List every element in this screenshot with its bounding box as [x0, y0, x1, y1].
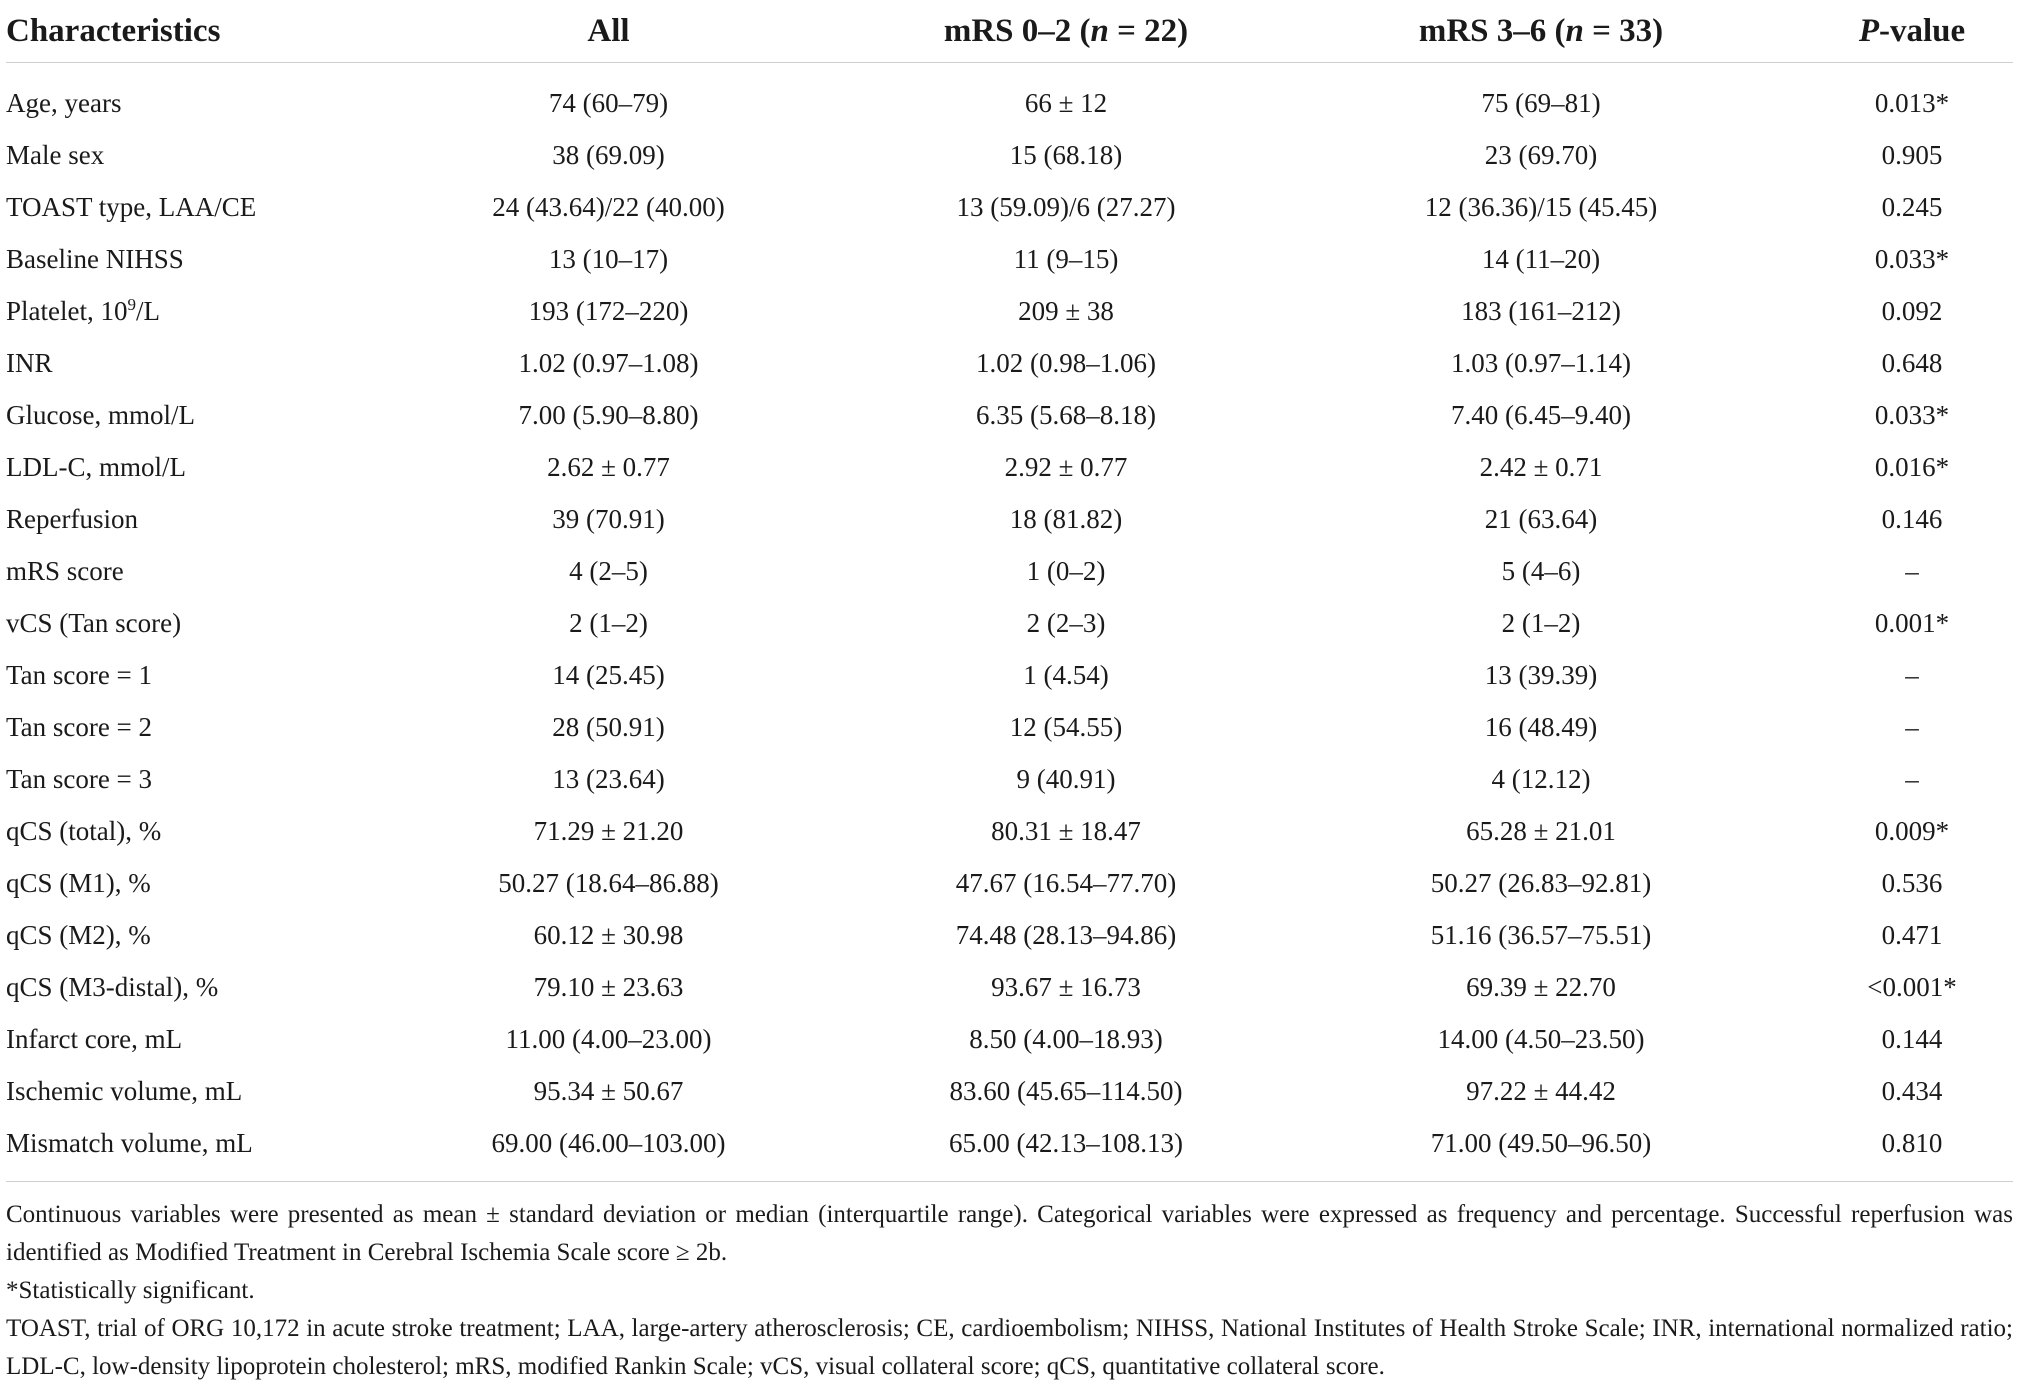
row-label-text: LDL-C, mmol/L — [6, 451, 186, 482]
cell-mrs-3-6: 14.00 (4.50–23.50) — [1437, 1023, 1645, 1054]
table-row — [6, 233, 2013, 285]
table-row — [6, 805, 2013, 857]
cell-mrs-3-6: 5 (4–6) — [1501, 555, 1581, 586]
cell-mrs-0-2: 1 (4.54) — [1023, 659, 1109, 690]
row-label — [6, 1065, 386, 1117]
cell-p-value: – — [1905, 555, 1919, 586]
row-label-text: TOAST type, LAA/CE — [6, 191, 257, 222]
cell-all: 2.62 ± 0.77 — [547, 451, 670, 482]
row-label-text: Infarct core, mL — [6, 1023, 183, 1054]
cell-mrs-0-2: 1 (0–2) — [1026, 555, 1106, 586]
cell-mrs-0-2: 209 ± 38 — [1018, 295, 1114, 326]
cell-p-value: 0.905 — [1881, 139, 1943, 170]
row-label — [6, 701, 386, 753]
table-row — [6, 545, 2013, 597]
header-p-value-p: P — [1858, 12, 1879, 49]
row-label — [6, 961, 386, 1013]
cell-all: 74 (60–79) — [548, 87, 669, 118]
header-mrs-3-6 — [1301, 0, 1781, 63]
cell-all: 50.27 (18.64–86.88) — [498, 867, 719, 898]
cell-mrs-3-6: 4 (12.12) — [1491, 763, 1591, 794]
cell-all: 2 (1–2) — [569, 607, 648, 638]
cell-mrs-0-2: 1.02 (0.98–1.06) — [976, 347, 1156, 378]
cell-p-value: 0.536 — [1881, 867, 1943, 898]
cell-all: 95.34 ± 50.67 — [533, 1075, 684, 1106]
cell-mrs-3-6: 14 (11–20) — [1481, 243, 1601, 274]
table-row — [6, 181, 2013, 233]
cell-mrs-3-6: 7.40 (6.45–9.40) — [1451, 399, 1631, 430]
cell-mrs-3-6: 21 (63.64) — [1484, 503, 1598, 534]
row-label-text: Age, years — [6, 87, 122, 118]
cell-p-value: 0.434 — [1881, 1075, 1943, 1106]
cell-mrs-0-2: 12 (54.55) — [1009, 711, 1123, 742]
cell-all: 11.00 (4.00–23.00) — [505, 1023, 712, 1054]
header-mrs-3-6-suffix: = 33) — [1583, 12, 1664, 49]
row-label-text: Male sex — [6, 139, 105, 170]
table-row — [6, 909, 2013, 961]
row-label — [6, 233, 386, 285]
row-label-text: Ischemic volume, mL — [6, 1075, 243, 1106]
cell-mrs-0-2: 2 (2–3) — [1026, 607, 1106, 638]
row-label — [6, 493, 386, 545]
row-label-text: qCS (M3-distal), % — [6, 971, 219, 1002]
row-label-text: qCS (M2), % — [6, 919, 151, 950]
row-label — [6, 441, 386, 493]
cell-mrs-0-2: 18 (81.82) — [1009, 503, 1123, 534]
row-label — [6, 181, 386, 233]
cell-mrs-0-2: 8.50 (4.00–18.93) — [969, 1023, 1163, 1054]
header-mrs-0-2-suffix: = 22) — [1108, 12, 1189, 49]
row-label-text: Platelet, 10 — [6, 295, 128, 326]
cell-mrs-0-2: 15 (68.18) — [1009, 139, 1123, 170]
header-p-value — [1781, 0, 2013, 63]
cell-p-value: 0.009* — [1874, 815, 1950, 846]
row-label — [6, 337, 386, 389]
cell-all: 1.02 (0.97–1.08) — [518, 347, 699, 378]
cell-mrs-3-6: 13 (39.39) — [1484, 659, 1598, 690]
row-label — [6, 63, 386, 130]
cell-mrs-3-6: 75 (69–81) — [1481, 87, 1601, 118]
cell-mrs-0-2: 66 ± 12 — [1024, 87, 1108, 118]
row-label-superscript: 9 — [127, 294, 136, 314]
row-label — [6, 857, 386, 909]
table-row — [6, 649, 2013, 701]
row-label-text: Tan score = 1 — [6, 659, 153, 690]
row-label-text: qCS (total), % — [6, 815, 162, 846]
cell-mrs-0-2: 93.67 ± 16.73 — [991, 971, 1141, 1002]
cell-mrs-3-6: 1.03 (0.97–1.14) — [1451, 347, 1631, 378]
row-label — [6, 285, 386, 337]
cell-all: 60.12 ± 30.98 — [533, 919, 684, 950]
table-row — [6, 441, 2013, 493]
table-row — [6, 857, 2013, 909]
row-label — [6, 805, 386, 857]
row-label-text: Tan score = 3 — [6, 763, 153, 794]
cell-p-value: 0.033* — [1874, 243, 1950, 274]
row-label — [6, 649, 386, 701]
cell-mrs-0-2: 80.31 ± 18.47 — [991, 815, 1141, 846]
table-row — [6, 493, 2013, 545]
row-label — [6, 129, 386, 181]
row-label — [6, 389, 386, 441]
row-label — [6, 1117, 386, 1182]
cell-mrs-3-6: 16 (48.49) — [1484, 711, 1598, 742]
cell-p-value: 0.471 — [1881, 919, 1943, 950]
table-row — [6, 389, 2013, 441]
row-label-unit: /L — [135, 295, 160, 326]
table-container — [6, 0, 2013, 1386]
cell-p-value: 0.144 — [1881, 1023, 1943, 1054]
cell-all: 71.29 ± 21.20 — [533, 815, 684, 846]
table-row — [6, 597, 2013, 649]
cell-p-value: 0.001* — [1874, 607, 1950, 638]
table-row — [6, 1013, 2013, 1065]
cell-mrs-3-6: 183 (161–212) — [1461, 295, 1621, 326]
row-label — [6, 545, 386, 597]
cell-mrs-3-6: 2 (1–2) — [1501, 607, 1581, 638]
cell-p-value: 0.013* — [1874, 87, 1950, 118]
cell-p-value: <0.001* — [1867, 971, 1957, 1002]
cell-p-value: 0.810 — [1781, 1117, 2013, 1182]
cell-all: 13 (23.64) — [552, 763, 665, 794]
cell-mrs-3-6: 71.00 (49.50–96.50) — [1301, 1117, 1781, 1182]
cell-all: 38 (69.09) — [552, 139, 665, 170]
table-row — [6, 63, 2013, 130]
cell-mrs-0-2: 2.92 ± 0.77 — [1004, 451, 1128, 482]
cell-mrs-0-2: 11 (9–15) — [1013, 243, 1119, 274]
cell-all: 39 (70.91) — [552, 503, 665, 534]
header-characteristics: Characteristics — [6, 0, 386, 63]
row-label — [6, 1013, 386, 1065]
header-all: All — [386, 0, 831, 63]
cell-p-value: 0.245 — [1881, 191, 1943, 222]
row-label-text: Glucose, mmol/L — [6, 399, 195, 430]
cell-all: 79.10 ± 23.63 — [533, 971, 684, 1002]
cell-mrs-3-6: 50.27 (26.83–92.81) — [1430, 867, 1652, 898]
cell-all: 193 (172–220) — [528, 295, 689, 326]
row-label-text: mRS score — [6, 555, 124, 586]
cell-mrs-3-6: 51.16 (36.57–75.51) — [1430, 919, 1652, 950]
table-row — [6, 961, 2013, 1013]
cell-mrs-0-2: 74.48 (28.13–94.86) — [955, 919, 1177, 950]
characteristics-table — [6, 0, 2013, 1182]
footnote-definitions: Continuous variables were presented as mean ± standard deviation or median (interquartile range). Categorical variables were expressed as frequency and percentage. Successful reperfusion was identified as Modified Treatment in Cerebral Ischemia Scale score ≥ 2b. — [6, 1201, 2013, 1266]
row-label-text: Mismatch volume, mL — [6, 1127, 253, 1158]
table-row — [6, 129, 2013, 181]
row-label-text: Baseline NIHSS — [6, 243, 184, 274]
table-row — [6, 1065, 2013, 1117]
header-mrs-0-2-n: n — [1090, 12, 1109, 49]
table-row — [6, 1117, 2013, 1182]
row-label-text: Reperfusion — [6, 503, 138, 534]
cell-all: 69.00 (46.00–103.00) — [386, 1117, 831, 1182]
row-label — [6, 753, 386, 805]
cell-mrs-3-6: 97.22 ± 44.42 — [1466, 1075, 1616, 1106]
table-row — [6, 753, 2013, 805]
row-label-text: qCS (M1), % — [6, 867, 151, 898]
table-body — [6, 63, 2013, 1182]
cell-all: 13 (10–17) — [548, 243, 669, 274]
header-mrs-3-6-n: n — [1565, 12, 1584, 49]
table-footnotes — [6, 1196, 2013, 1386]
cell-p-value: 0.092 — [1881, 295, 1943, 326]
row-label-text: INR — [6, 347, 53, 378]
cell-p-value: – — [1905, 711, 1919, 742]
cell-mrs-3-6: 69.39 ± 22.70 — [1466, 971, 1616, 1002]
table-row — [6, 337, 2013, 389]
cell-mrs-0-2: 83.60 (45.65–114.50) — [949, 1075, 1183, 1106]
cell-mrs-0-2: 13 (59.09)/6 (27.27) — [956, 191, 1176, 222]
row-label-text: Tan score = 2 — [6, 711, 153, 742]
cell-p-value: 0.648 — [1881, 347, 1943, 378]
cell-mrs-3-6: 2.42 ± 0.71 — [1479, 451, 1603, 482]
cell-mrs-0-2: 6.35 (5.68–8.18) — [976, 399, 1156, 430]
row-label — [6, 597, 386, 649]
cell-p-value: 0.033* — [1874, 399, 1950, 430]
cell-mrs-3-6: 23 (69.70) — [1484, 139, 1598, 170]
footnote-significance: *Statistically significant. — [6, 1277, 255, 1304]
table-row — [6, 285, 2013, 337]
cell-mrs-0-2: 47.67 (16.54–77.70) — [955, 867, 1177, 898]
row-label — [6, 909, 386, 961]
cell-p-value: 0.016* — [1874, 451, 1950, 482]
header-mrs-0-2-prefix: mRS 0–2 ( — [943, 12, 1091, 49]
cell-mrs-3-6: 12 (36.36)/15 (45.45) — [1424, 191, 1658, 222]
cell-p-value: – — [1905, 659, 1919, 690]
cell-mrs-3-6: 65.28 ± 21.01 — [1466, 815, 1616, 846]
header-mrs-0-2 — [831, 0, 1301, 63]
cell-p-value: 0.146 — [1881, 503, 1943, 534]
footnote-abbreviations: TOAST, trial of ORG 10,172 in acute stroke treatment; LAA, large-artery atherosclerosis; CE, cardioembolism; NIHSS, National Institutes of Health Stroke Scale; INR, international normalized ratio; LDL-C, low-density lipoprotein cholesterol; mRS, modified Rankin Scale; vCS, visual collateral score; qCS, quantitative collateral score. — [6, 1315, 2013, 1380]
header-mrs-3-6-prefix: mRS 3–6 ( — [1418, 12, 1566, 49]
header-p-value-suffix: -value — [1879, 12, 1966, 49]
cell-all: 24 (43.64)/22 (40.00) — [492, 191, 725, 222]
cell-mrs-0-2: 65.00 (42.13–108.13) — [831, 1117, 1301, 1182]
header-row — [6, 0, 2013, 63]
row-label-text: vCS (Tan score) — [6, 607, 182, 638]
cell-p-value: – — [1905, 763, 1919, 794]
table-row — [6, 701, 2013, 753]
cell-all: 28 (50.91) — [552, 711, 665, 742]
cell-all: 4 (2–5) — [569, 555, 648, 586]
cell-all: 14 (25.45) — [552, 659, 665, 690]
cell-all: 7.00 (5.90–8.80) — [518, 399, 699, 430]
cell-mrs-0-2: 9 (40.91) — [1016, 763, 1116, 794]
